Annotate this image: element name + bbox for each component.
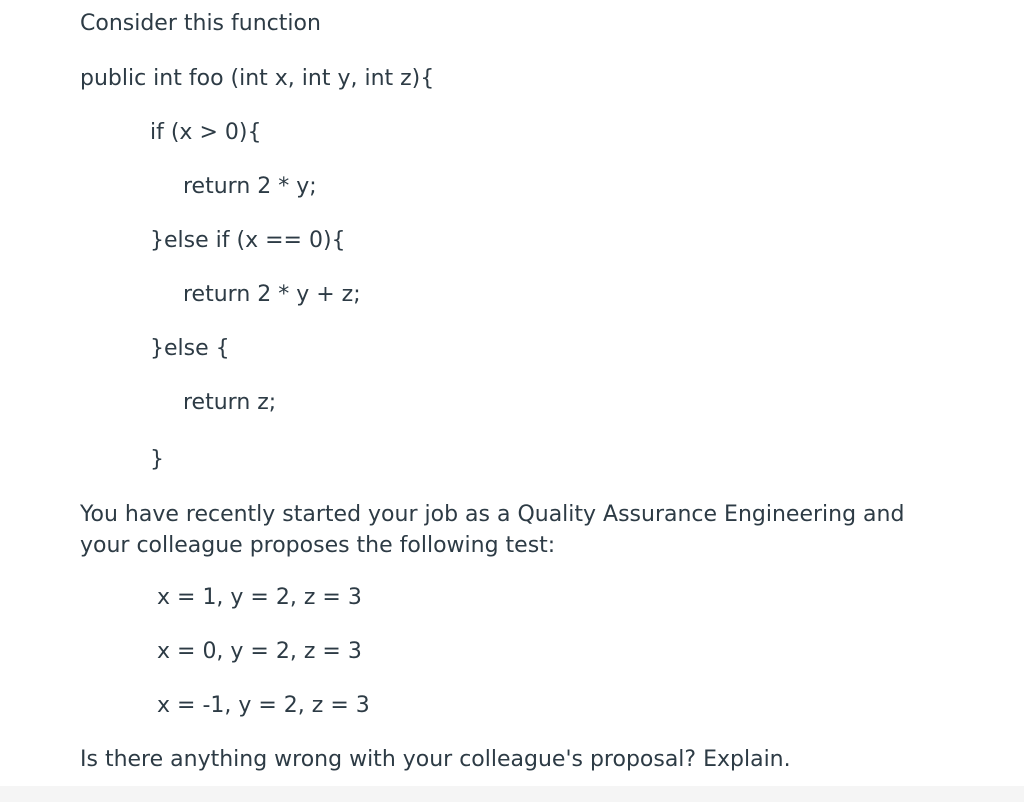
code-else-line: }else { [150,336,230,361]
code-return-2: return 2 * y + z; [183,282,361,307]
code-if-line: if (x > 0){ [150,120,262,145]
code-else-if-line: }else if (x == 0){ [150,228,346,253]
code-return-1: return 2 * y; [183,174,317,199]
test-case-3: x = -1, y = 2, z = 3 [157,693,370,718]
test-case-2: x = 0, y = 2, z = 3 [157,639,362,664]
code-closing-brace: } [150,447,164,472]
intro-text: Consider this function [80,11,321,36]
code-signature: public int foo (int x, int y, int z){ [80,66,435,91]
bottom-band [0,786,1024,802]
question-text: Is there anything wrong with your colleague's proposal? Explain. [80,747,791,772]
test-case-1: x = 1, y = 2, z = 3 [157,585,362,610]
scenario-paragraph: You have recently started your job as a Quality Assurance Engineering and your colleague proposes the following test: [80,502,905,558]
code-return-3: return z; [183,390,277,415]
